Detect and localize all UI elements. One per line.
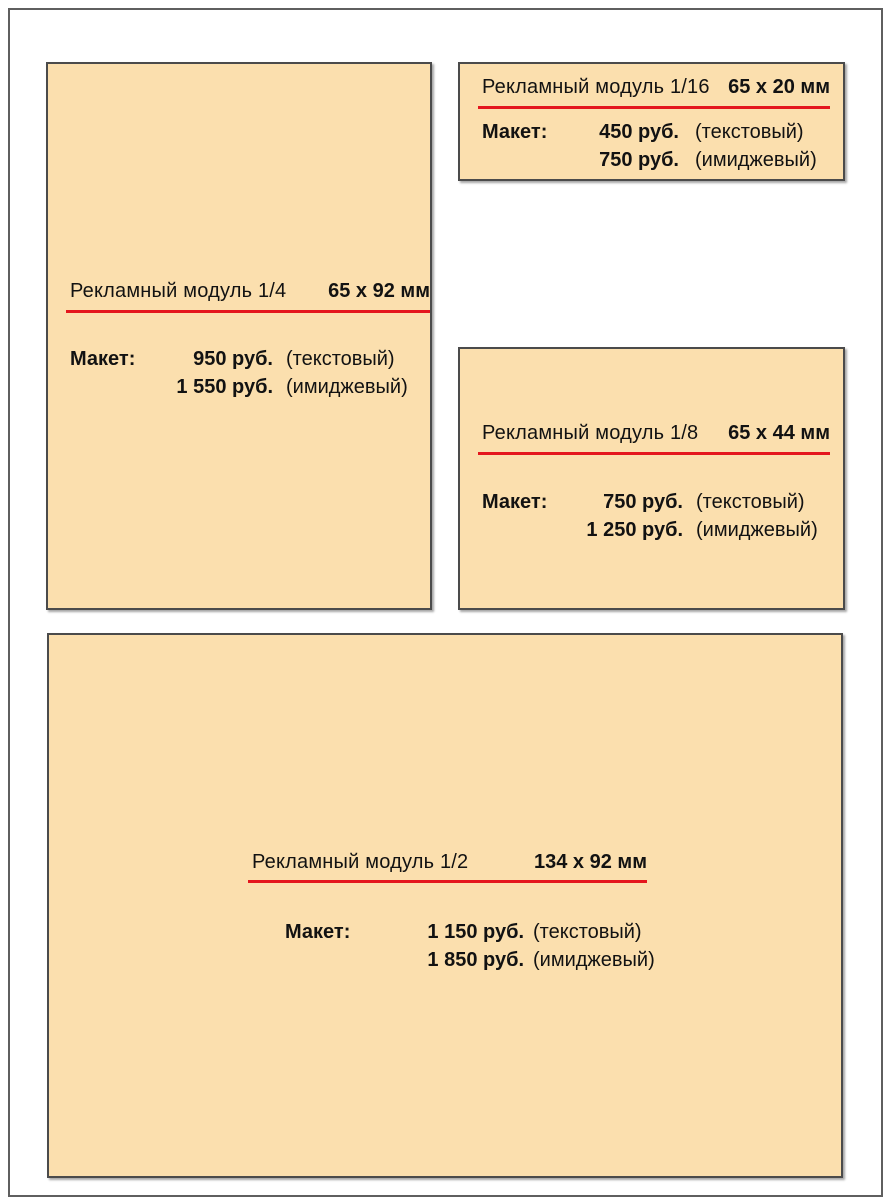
price-kind: (имиджевый): [695, 149, 817, 171]
ad-module-box-1-8: [458, 347, 845, 610]
ad-module-box-1-2: [47, 633, 843, 1178]
module-title-row: [478, 76, 830, 98]
price-kind: (текстовый): [696, 491, 805, 513]
pricing-block: [48, 345, 430, 401]
spacer: [70, 373, 158, 401]
pricing-block: [460, 118, 843, 174]
price-amount: 750 руб.: [599, 149, 679, 171]
spacer: [482, 516, 564, 544]
ad-module-box-1-4: [46, 62, 432, 610]
module-title: Рекламный модуль 1/4: [70, 280, 287, 302]
spacer: [285, 946, 375, 974]
price-amount: 1 850 руб.: [427, 949, 524, 971]
module-dimensions: 134 x 92 мм: [534, 851, 647, 873]
price-amount: 1 150 руб.: [427, 921, 524, 943]
module-title-row: [66, 280, 430, 302]
price-label: Макет:: [482, 121, 548, 143]
title-underline: [478, 106, 830, 109]
title-underline: [248, 880, 647, 883]
price-amount: 750 руб.: [603, 491, 683, 513]
module-title: Рекламный модуль 1/2: [252, 851, 469, 873]
spacer: [482, 146, 560, 174]
ad-module-box-1-16: [458, 62, 845, 181]
price-kind: (текстовый): [286, 348, 395, 370]
module-title-row: [248, 851, 647, 873]
module-dimensions: 65 x 44 мм: [728, 422, 830, 444]
module-dimensions: 65 x 20 мм: [728, 76, 830, 98]
price-kind: (текстовый): [533, 921, 642, 943]
pricing-block: [49, 918, 841, 974]
price-amount: 1 550 руб.: [176, 376, 273, 398]
title-underline: [66, 310, 430, 313]
price-label: Макет:: [285, 921, 351, 943]
title-underline: [478, 452, 830, 455]
price-kind: (имиджевый): [696, 519, 818, 541]
price-kind: (текстовый): [695, 121, 804, 143]
price-label: Макет:: [70, 348, 136, 370]
pricing-block: [460, 488, 843, 544]
price-kind: (имиджевый): [533, 949, 655, 971]
price-kind: (имиджевый): [286, 376, 408, 398]
price-amount: 450 руб.: [599, 121, 679, 143]
price-label: Макет:: [482, 491, 548, 513]
module-title: Рекламный модуль 1/8: [482, 422, 699, 444]
price-amount: 950 руб.: [193, 348, 273, 370]
module-title: Рекламный модуль 1/16: [482, 76, 710, 98]
module-title-row: [478, 422, 830, 444]
module-dimensions: 65 x 92 мм: [328, 280, 430, 302]
price-amount: 1 250 руб.: [586, 519, 683, 541]
